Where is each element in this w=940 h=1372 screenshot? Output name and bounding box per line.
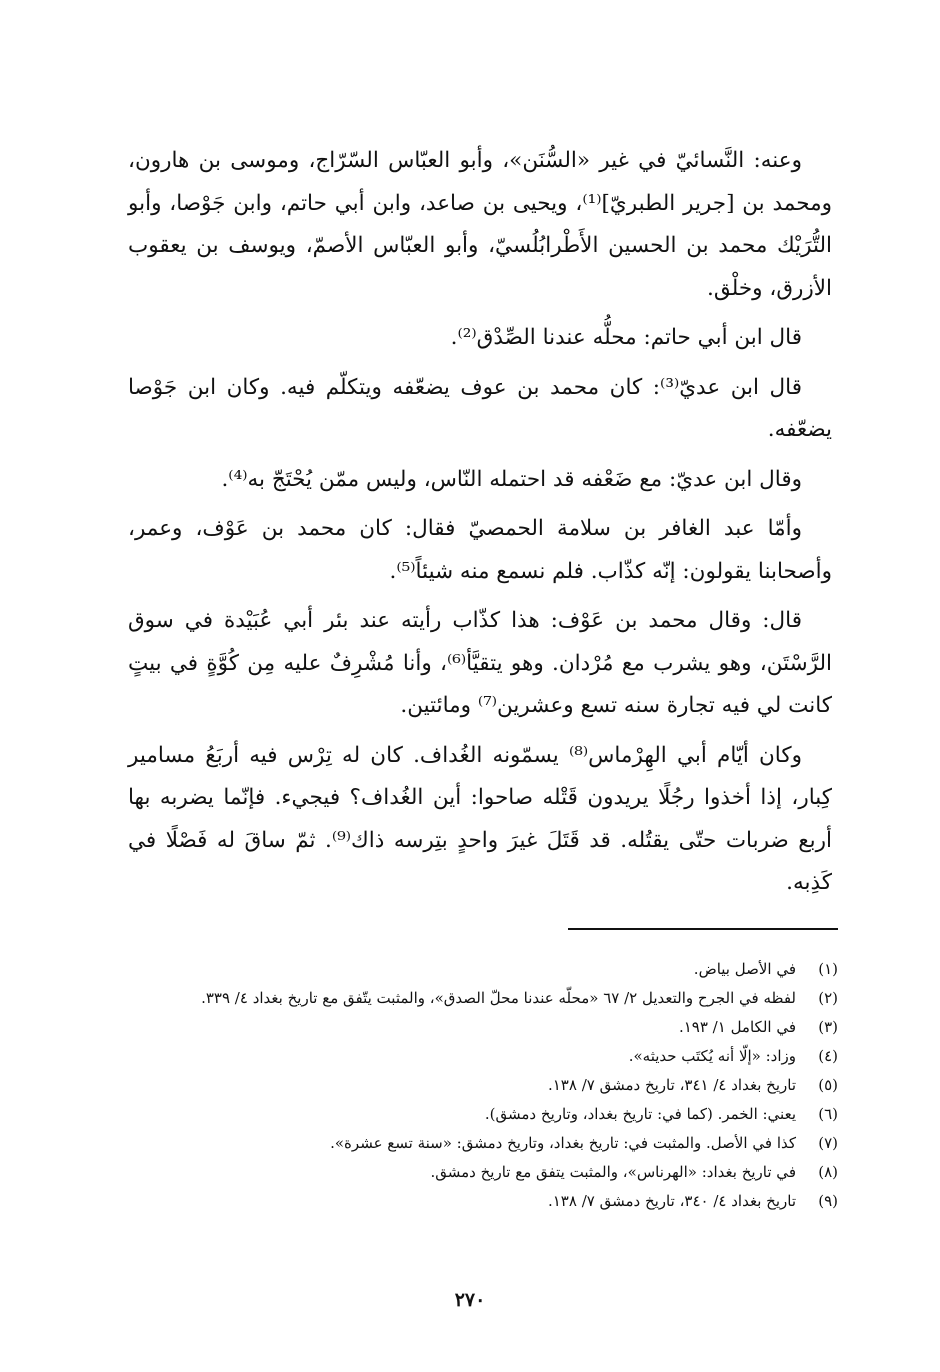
paragraph-ibn-adi-1: قال ابن عديّ⁽³⁾: كان محمد بن عوف يضعّفه ويتكلّم فيه. وكان ابن جَوْصا يضعّفه. — [128, 374, 832, 442]
footnote-text: يعني: الخمر. (كما في: تاريخ بغداد، وتاريخ دمشق). — [484, 1105, 796, 1123]
paragraph-muhammad-ibn-awf: قال: وقال محمد بن عَوْف: هذا كذّاب رأيته عند بئر أبي عُبَيْدة في سوق الرَّسْتَن، وهو يشرب مع مُرْدان. وهو يتقيَّأ⁽⁶⁾، وأنا مُشْرِفٌ عليه مِن كُوَّةٍ في بيتٍ كانت لي فيه تجارة سنه تسع وعشرين⁽⁷⁾ ومائتين. — [128, 608, 832, 718]
paragraph-ibn-abi-hatim: قال ابن أبي حاتم: محلُّه عندنا الصِّدْق⁽²⁾. — [450, 325, 802, 350]
footnote-separator — [568, 928, 838, 930]
footnote-item — [112, 1130, 838, 1156]
footnote-text: كذا في الأصل. والمثبت في: تاريخ بغداد، وتاريخ دمشق: «سنة تسع عشرة». — [330, 1134, 796, 1152]
footnote-item — [112, 1101, 838, 1127]
footnote-number: (١) — [818, 960, 838, 978]
footnote-text: في الأصل بياض. — [693, 960, 796, 978]
footnote-item — [112, 1043, 838, 1069]
paragraph-narrators: وعنه: النَّسائيّ في غير «السُّنَن»، وأبو العبّاس السّرّاج، وموسى بن هارون، ومحمد بن [جرير الطبريّ]⁽¹⁾، ويحيى بن صاعد، وابن أبي حاتم، وابن جَوْصا، وأبو التُّرَيْك محمد بن الحسين الأَطْرابُلُسيّ، وأبو العبّاس الأصمّ، ويوسف بن يعقوب الأزرق، وخلْق. — [128, 148, 832, 301]
footnote-number: (٢) — [818, 989, 838, 1007]
footnote-text: وزاد: «إلّا أنه يُكتَب حديثه». — [628, 1047, 796, 1065]
footnote-item — [112, 1014, 838, 1040]
footnote-item — [112, 1072, 838, 1098]
footnote-text: لفظه في الجرح والتعديل ٢/ ٦٧ «محلّه عندنا محلّ الصدق»، والمثبت يتّفق مع تاريخ بغداد ٤/ ٣٣٩. — [201, 989, 796, 1007]
footnote-number: (٨) — [818, 1163, 838, 1181]
footnote-text: تاريخ بغداد ٤/ ٣٤١، تاريخ دمشق ٧/ ١٣٨. — [547, 1076, 796, 1094]
footnote-number: (٩) — [818, 1192, 838, 1210]
footnotes-list — [112, 956, 838, 1217]
footnote-text: تاريخ بغداد ٤/ ٣٤٠، تاريخ دمشق ٧/ ١٣٨. — [547, 1192, 796, 1210]
footnote-item — [112, 1188, 838, 1214]
footnote-number: (٤) — [818, 1047, 838, 1065]
footnote-item — [112, 985, 838, 1011]
main-text — [128, 140, 832, 912]
footnote-text: في الكامل ١/ ١٩٣. — [678, 1018, 796, 1036]
footnote-number: (٥) — [818, 1076, 838, 1094]
footnote-text: في تاريخ بغداد: «الهرناس»، والمثبت يتفق مع تاريخ دمشق. — [430, 1163, 796, 1181]
footnote-item — [112, 1159, 838, 1185]
page-number: ٢٧٠ — [454, 1289, 486, 1311]
footnote-number: (٦) — [818, 1105, 838, 1123]
footnote-number: (٧) — [818, 1134, 838, 1152]
paragraph-abu-al-hirmas: وكان أيّام أبي الهِرْماس⁽⁸⁾ يسمّونه الغُداف. كان له تِرْس فيه أربَعُ مسامير كِبار، إذا أخذوا رجُلًا يريدون قَتْله صاحوا: أين الغُداف؟ فيجيء. فإنّما يضربه بها أربع ضربات حتّى يقتُله. قد قَتَلَ غيرَ واحدٍ بتِرسه ذاك⁽⁹⁾. ثمّ ساقَ له فَصْلًا في كَذِبه. — [128, 742, 832, 895]
paragraph-abd-al-ghafir: وأمّا عبد الغافر بن سلامة الحمصيّ فقال: كان محمد بن عَوْف، وعمر، وأصحابنا يقولون: إنّه كذّاب. فلم نسمع منه شيئاً⁽⁵⁾. — [128, 516, 832, 584]
footnote-item — [112, 956, 838, 982]
footnote-number: (٣) — [818, 1018, 838, 1036]
paragraph-ibn-adi-2: وقال ابن عديّ: مع ضَعْفه قد احتمله النّاس، وليس ممّن يُحْتَجّ به⁽⁴⁾. — [221, 466, 802, 492]
